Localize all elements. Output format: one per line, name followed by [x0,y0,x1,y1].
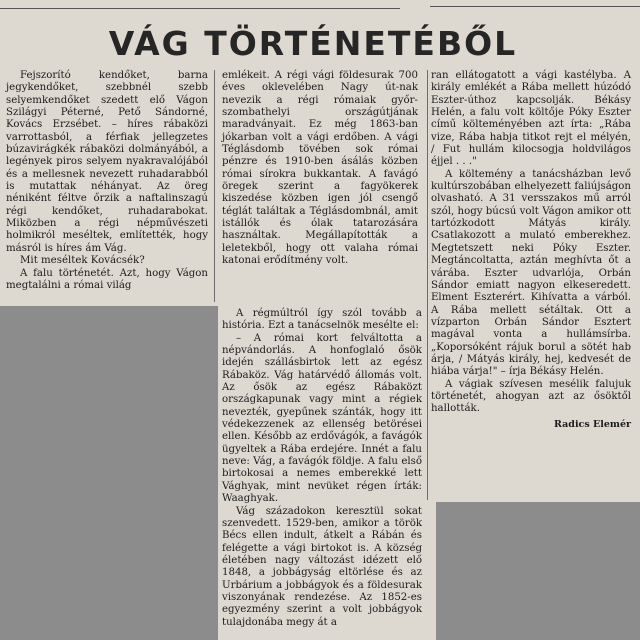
article-column-3 [431,70,631,431]
paragraph: Mit meséltek Kovácsék? [20,255,145,267]
article-column-1 [6,70,208,292]
column-separator [214,70,215,302]
author-signature: Radics Elemér [554,418,631,430]
paragraph: Fejszorító kendőket, barna jegykendőket, szebbnél szebb selyemkendőket szedett elő Vágon Szilágyi Péterné, Pető Sándorné, Kovács Erzsébet. – híres rábaközi varrottasból, a férfiak jellegzetes búzavirágkék rábaközi dolmányából, a legények piros selyem nyakravalójából és a mellesnek nevezett ruhadarabból is mutattak néhányat. Az öreg néniként féltve őrzik a naftalinszagú régi kendőket, ruhadarabokat. Miközben a régi népművészeti holmikról meséltek, említették, hogy másról is híres ám Vág. [6,70,208,254]
paragraph: – A római kort felváltotta a népvándorlás. A honfoglaló ősök idején szállásbirtok lett az egész Rábaköz. Vág határvédő állomás volt. Az ősök az egész Rábaközt országkapunak vagy mint a régiek nevezték, gyepűnek szánták, hogy itt védekezzenek az ellenség betörései ellen. Később az erdővágók, a favágók ügyeltek a Rába erdejére. Innét a falu neve: Vág, a favágók földje. A falu első birtokosai a nemes emberekké lett Vághyak, mint nevüket régen írták: Waaghyak. [222,332,422,505]
paragraph: A régmúltról így szól tovább a história. Ezt a tanácselnök mesélte el: [222,308,422,332]
paragraph: A költemény a tanácsházban levő kultúrszobában elhelyezett faliújságon olvasható. A 31 versszakos mű arról szól, hogy búcsú volt Vágon amikor ott tartózkodott Mátyás király. Csatlakozott a mulató emberekhez. Megtetszett neki Póky Eszter. Megtáncoltatta, aztán meghívta őt a várába. Eszter udvarlója, Orbán Sándor emiatt nagyon elkeseredett. Elment Eszterért. Kihívatta a várból. A Rába mellett sétáltak. Ott a vízparton Orbán Sándor Esztert magával vonta a hullámsírba. „Koporsóként rájuk borul a sötét hab árja, / Mátyás király, hej, kedvesét de hiába várja!" – írja Békásy Helén. [431,168,631,378]
paragraph: A falu történetét. Azt, hogy Vágon megtalálni a római világ [6,267,208,291]
background-patch [0,306,218,640]
paragraph: A vágiak szívesen mesélik falujuk történetét, ahogyan azt az ősöktől hallották. [431,378,631,415]
article-column-2-continued [222,308,422,629]
paragraph: emlékeit. A régi vági földesurak 700 éves oklevelében Nagy út-nak nevezik a régi rómaiak győr-szombathelyi országútjának maradványait. Ez még 1863-ban jókarban volt a vági erdőben. A vági Téglásdomb tövében sok római pénzre és 1910-ben ásálás közben római sírokra bukkantak. A favágó öregek szerint a fagyökerek kiszedése közben igen jól csengő téglát találtak a Téglásdombnál, amit istállók és ólak tatarozására használtak. Megállapították a leletekből, hogy ott valaha római katonai erődítmény volt. [222,70,418,267]
top-rule [0,8,400,9]
paragraph: ran ellátogatott a vági kastélyba. A király emlékét a Rába mellett húzódó Eszter-úthoz kapcsolják. Békásy Helén, a falu volt költője Póky Eszter című költeményében azt írta: „Rába vize, Rába habja titkot rejt el mélyén, / Fut hullám kilocsogja holdvilágos éjjel . . ." [431,70,631,168]
column-separator [427,70,428,500]
paragraph: Vág századokon keresztül sokat szenvedett. 1529-ben, amikor a török Bécs ellen indult, átkelt a Rábán és felégette a vági birtokot is. A község életében nagy változást idézett elő 1848, a jobbágyság eltörlése és az Urbárium a jobbágyok és a földesurak viszonyának rendezése. Az 1852-es egyezmény szerint a volt jobbágyok tulajdonába megy át a [222,505,422,628]
article-column-2 [222,70,418,268]
background-patch [436,502,640,640]
top-rule-right [430,6,640,7]
article-title: VÁG TÖRTÉNETÉBŐL [108,24,518,63]
